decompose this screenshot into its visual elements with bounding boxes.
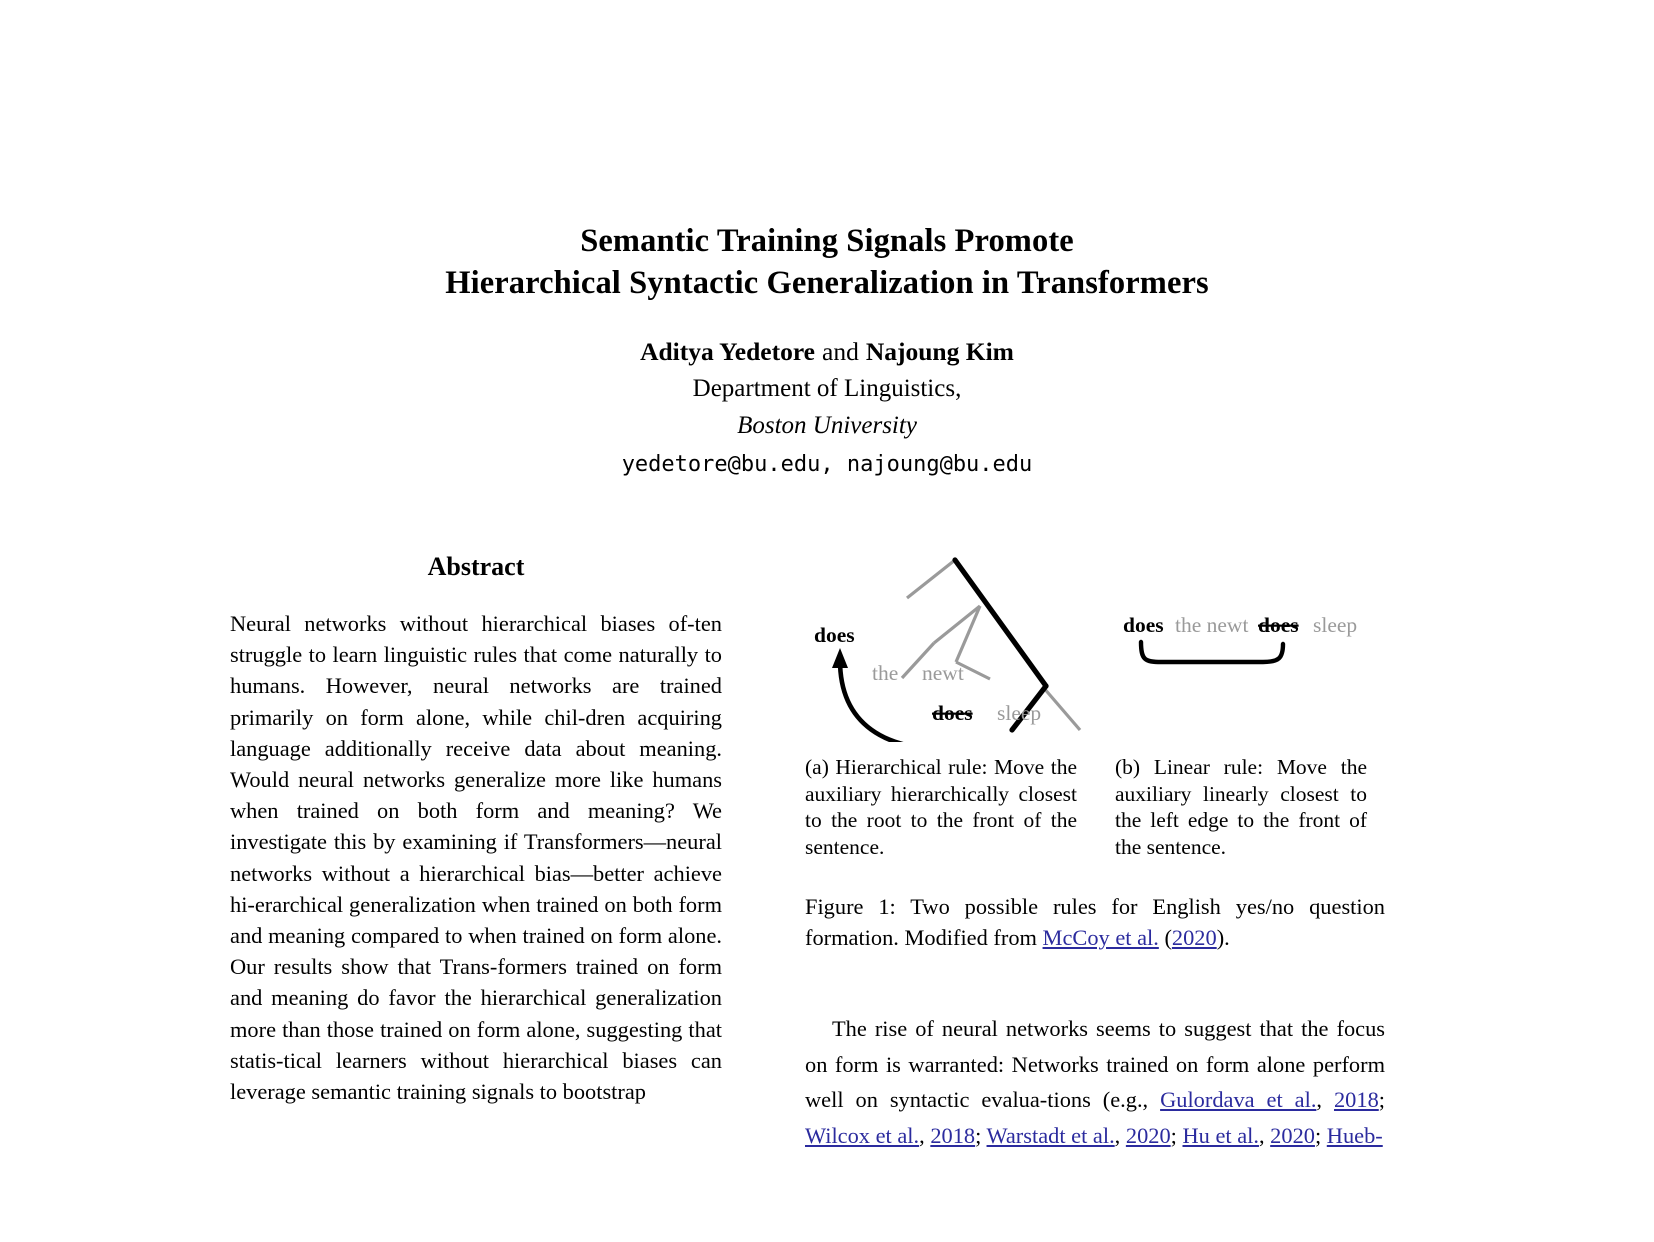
cite-tail-3: ; [1314,1122,1327,1148]
tree-word-newt: newt [922,661,964,685]
title-line-1: Semantic Training Signals Promote [580,222,1074,259]
hierarchical-tree-diagram [800,552,1100,742]
linear-word-does-front: does [1123,613,1164,637]
author-emails: yedetore@bu.edu, najoung@bu.edu [621,452,1033,477]
intro-text: The rise of neural networks seems to suggest that the focus on form is warranted: Networks trained on form alone perform well on syntactic evalua-tions (e.g., [805,1016,1385,1112]
cite-sep-2: , [1114,1122,1126,1148]
title-line-2: Hierarchical Syntactic Generalization in Transformers [445,264,1209,301]
subcaption-a: (a) Hierarchical rule: Move the auxiliary hierarchically closest to the root to the front of the sentence. [805,755,1077,859]
citation-wilcox-year[interactable]: 2018 [930,1122,976,1148]
introduction-paragraph [805,1011,1385,1153]
right-column [805,552,1385,1153]
author-names [0,333,1654,370]
citation-hu-author[interactable]: Hu et al. [1182,1122,1259,1148]
figure-caption-paren-close: ). [1216,925,1230,950]
citation-mccoy-author[interactable]: McCoy et al. [1042,925,1159,950]
title-block [0,198,1654,326]
tree-moved-word: does [814,623,855,647]
linear-word-sleep: sleep [1313,613,1358,637]
tree-word-sleep: sleep [997,701,1042,725]
movement-arrow-b [1141,642,1283,662]
author-second: Najoung Kim [865,337,1014,366]
abstract-paragraph: Neural networks without hierarchical biases of-ten struggle to learn linguistic rules that come naturally to humans. However, neural networks are trained primarily on form alone, while chil-dren acquiring language additionally receive data about meaning. Would neural networks generalize more like humans when trained on both form and meaning? We investigate this by examining if Transformers—neural networks without a hierarchical bias—better achieve hi-erarchical generalization when trained on both form and meaning compared to when trained on form alone. Our results show that Trans-formers trained on form and meaning do favor the hierarchical generalization more than those trained on form alone, suggesting that statis-tical learners without hierarchical biases can leverage semantic training signals to bootstrap [230,611,722,1105]
figure-caption-text: Figure 1: Two possible rules for English yes/no question formation. Modified from [805,894,1385,950]
figure-subcaptions [805,754,1385,860]
affiliation-university: Boston University [737,412,917,439]
page-title [0,220,1654,304]
citation-mccoy-year[interactable]: 2020 [1171,925,1217,950]
citation-gulordava-year[interactable]: 2018 [1333,1087,1379,1112]
author-first: Aditya Yedetore [640,337,816,366]
cite-tail-1: ; [975,1122,987,1148]
linear-word-does-struck: does [1258,613,1299,637]
citation-hu-year[interactable]: 2020 [1270,1122,1315,1148]
cite-sep-3: , [1258,1122,1271,1148]
citation-warstadt-year[interactable]: 2020 [1125,1122,1171,1148]
cite-tail-2: ; [1170,1122,1183,1148]
movement-arrowhead-a [832,648,848,668]
abstract-heading: Abstract [427,552,525,581]
citation-hueb-author[interactable]: Hueb- [1326,1122,1383,1148]
linear-rule-diagram [1123,610,1385,725]
body-columns [0,552,1654,1242]
citation-gulordava-author[interactable]: Gulordava et al. [1160,1087,1317,1112]
author-conjunction: and [822,337,859,366]
figure-caption-paren-open: ( [1158,925,1172,950]
cite-tail-0: ; [1378,1087,1385,1112]
figure-caption [805,891,1385,953]
citation-warstadt-author[interactable]: Warstadt et al. [986,1122,1115,1148]
linear-words-the-newt: the newt [1175,613,1249,637]
subcaption-b: (b) Linear rule: Move the auxiliary linearly closest to the left edge to the front of the sentence. [1115,755,1367,859]
figure-panels [805,552,1385,742]
figure-1 [805,552,1385,953]
cite-sep-0: , [1316,1087,1334,1112]
tree-word-does-struck: does [932,701,973,725]
affiliation-department: Department of Linguistics, [692,375,962,402]
citation-wilcox-author[interactable]: Wilcox et al. [805,1122,920,1148]
author-block [0,333,1654,483]
tree-word-the: the [872,661,899,685]
abstract-body [230,608,722,1107]
cite-sep-1: , [919,1122,931,1148]
left-column [230,552,722,1107]
